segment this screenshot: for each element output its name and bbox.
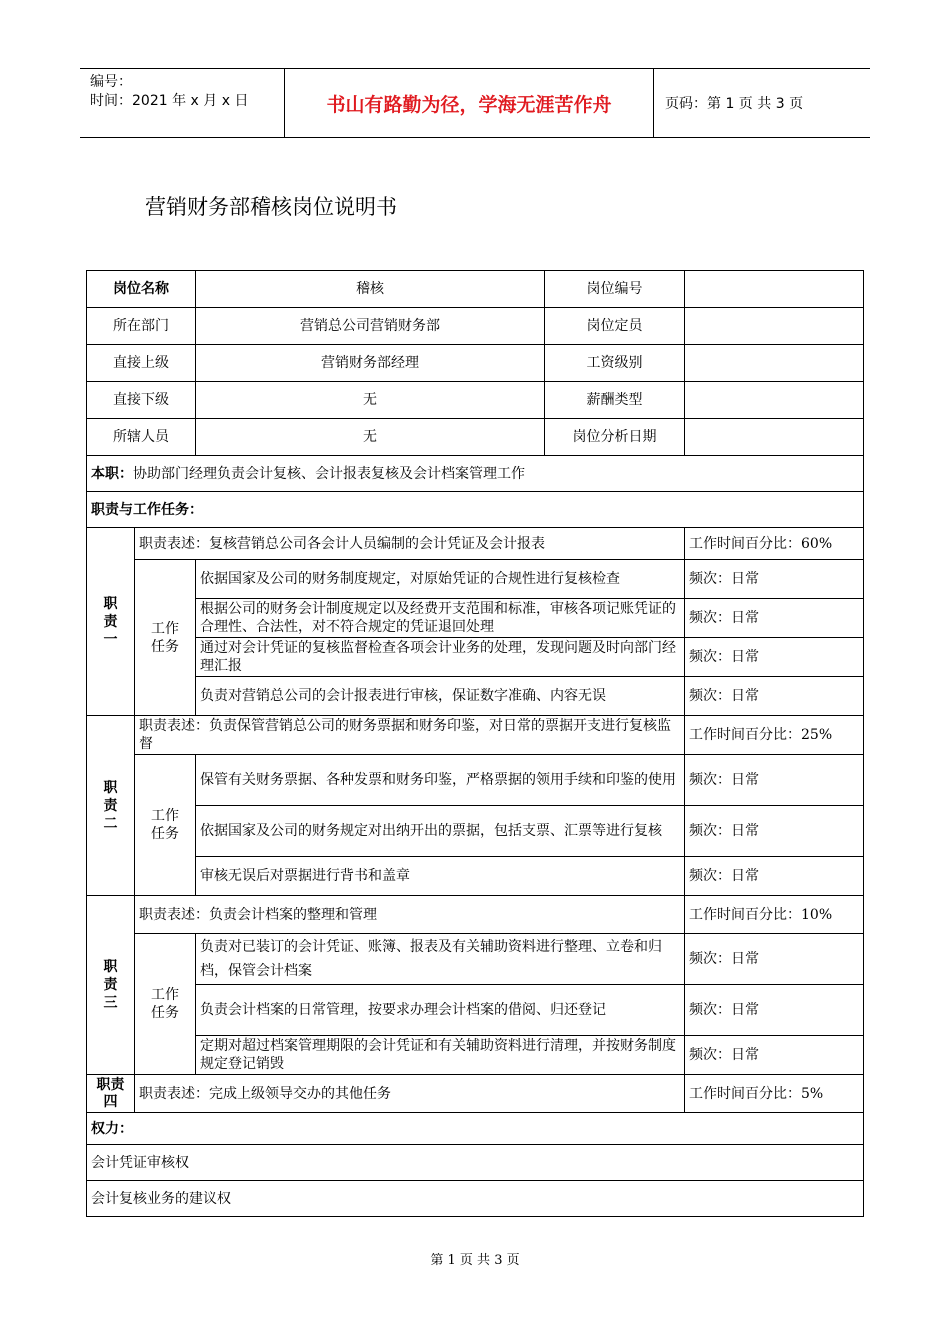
analysis-date-value [685,419,864,456]
task-text: 定期对超过档案管理期限的会计凭证和有关辅助资料进行清理，并按财务制度规定登记销毁 [196,1036,685,1075]
headcount-label: 岗位定员 [586,318,643,334]
task-freq: 频次：日常 [685,599,864,638]
superior-label: 直接上级 [87,345,196,382]
task-text: 负责对已装订的会计凭证、账簿、报表及有关辅助资料进行整理、立卷和归档，保管会计档案 [196,934,685,985]
staff-value: 无 [196,419,545,455]
info-row [87,382,864,419]
task-row [87,677,864,716]
duty-pct: 工作时间百分比：60% [685,528,864,560]
job-description-table [86,270,864,1217]
task-label: 工作 任务 [135,934,196,1075]
task-freq: 频次：日常 [685,985,864,1036]
page-label: 页码：第 1 页 共 3 页 [665,96,804,112]
info-row [87,308,864,345]
core-duty-text: 协助部门经理负责会计复核、会计报表复核及会计档案管理工作 [133,465,525,482]
task-row [87,755,864,806]
subordinate-value: 无 [196,382,545,418]
task-freq: 频次：日常 [685,560,864,599]
info-row [87,419,864,456]
task-text: 负责对营销总公司的会计报表进行审核，保证数字准确、内容无误 [196,677,685,716]
task-row [87,934,864,985]
duty-desc-row [87,716,864,755]
task-row [87,638,864,677]
task-row [87,857,864,896]
duty-desc: 职责表述：负责会计档案的整理和管理 [135,896,685,934]
department-value: 营销总公司营销财务部 [196,308,545,344]
position-no-value [685,271,864,308]
superior-value: 营销财务部经理 [196,345,545,381]
document-title: 营销财务部稽核岗位说明书 [145,195,397,219]
analysis-date-label: 岗位分析日期 [572,429,657,445]
task-text: 根据公司的财务会计制度规定以及经费开支范围和标准，审核各项记账凭证的合理性、合法性，对不符合规定的凭证退回处理 [196,599,685,638]
duty-pct: 工作时间百分比：10% [685,896,864,934]
task-label: 工作 任务 [135,755,196,896]
page-header [80,68,870,138]
subordinate-label: 直接下级 [87,382,196,419]
motto-box [284,69,654,137]
duty-desc: 职责表述：复核营销总公司各会计人员编制的会计凭证及会计报表 [135,528,685,560]
task-freq: 频次：日常 [685,638,864,677]
duty-label: 职责 四 [87,1075,135,1113]
duty-pct: 工作时间百分比：25% [685,716,864,755]
authority-item: 会计复核业务的建议权 [87,1181,864,1217]
wage-grade-label: 工资级别 [586,355,643,371]
task-row [87,806,864,857]
authority-heading-row [87,1113,864,1145]
position-name-label: 岗位名称 [87,271,196,308]
authority-row [87,1145,864,1181]
duty-desc-row [87,896,864,934]
department-label: 所在部门 [87,308,196,345]
core-duty-row [87,456,864,492]
duty-label: 职 责 三 [87,896,135,1075]
task-freq: 频次：日常 [685,677,864,716]
task-freq: 频次：日常 [685,857,864,896]
task-label: 工作 任务 [135,560,196,716]
info-row [87,271,864,308]
authority-item: 会计凭证审核权 [87,1145,864,1181]
motto: 书山有路勤为径，学海无涯苦作舟 [326,93,612,116]
duty-desc: 职责表述：完成上级领导交办的其他任务 [135,1075,685,1113]
number-label: 编号： [90,74,132,90]
task-freq: 频次：日常 [685,755,864,806]
staff-label: 所辖人员 [87,419,196,456]
duty-label: 职 责 一 [87,528,135,716]
task-freq: 频次：日常 [685,934,864,985]
task-row [87,599,864,638]
duty-label: 职 责 二 [87,716,135,896]
duty-desc-row [87,528,864,560]
header-meta [90,73,248,111]
core-duty-label: 本职： [91,465,133,482]
task-row [87,1036,864,1075]
task-text: 依据国家及公司的财务制度规定，对原始凭证的合规性进行复核检查 [196,560,685,599]
task-text: 通过对会计凭证的复核监督检查各项会计业务的处理，发现问题及时向部门经理汇报 [196,638,685,677]
duties-heading-row [87,492,864,528]
duty-desc: 职责表述：负责保管营销总公司的财务票据和财务印鉴，对日常的票据开支进行复核监督 [135,716,685,755]
task-text: 依据国家及公司的财务规定对出纳开出的票据，包括支票、汇票等进行复核 [196,806,685,857]
duty-desc-row [87,1075,864,1113]
pay-type-value [685,382,864,419]
headcount-value [685,308,864,345]
task-row [87,985,864,1036]
wage-grade-value [685,345,864,382]
position-name-value: 稽核 [196,271,545,307]
duty-pct: 工作时间百分比：5% [685,1075,864,1113]
task-text: 审核无误后对票据进行背书和盖章 [196,857,685,896]
position-no-label: 岗位编号 [586,281,643,297]
pay-type-label: 薪酬类型 [586,392,643,408]
task-freq: 频次：日常 [685,1036,864,1075]
info-row [87,345,864,382]
authority-heading: 权力： [87,1113,864,1145]
task-text: 负责会计档案的日常管理，按要求办理会计档案的借阅、归还登记 [196,985,685,1036]
authority-row [87,1181,864,1217]
duties-heading: 职责与工作任务： [87,492,864,528]
time-label: 时间：2021 年 x 月 x 日 [90,93,249,109]
task-freq: 频次：日常 [685,806,864,857]
task-text: 保管有关财务票据、各种发票和财务印鉴，严格票据的领用手续和印鉴的使用 [196,755,685,806]
task-row [87,560,864,599]
page-footer: 第 1 页 共 3 页 [430,1253,520,1268]
